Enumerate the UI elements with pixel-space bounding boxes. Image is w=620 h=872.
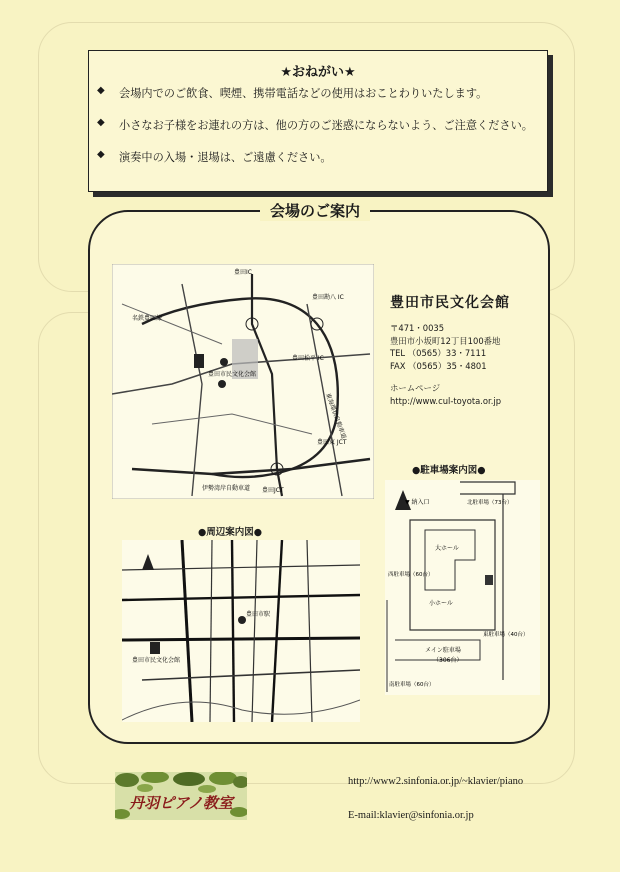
map-label-toyota-higashi: 豊田東 JCT [317, 439, 347, 446]
notice-box [88, 50, 548, 192]
map-label-kanpachi: 豊田勘八 IC [312, 294, 344, 301]
parking-small-hall-label: 小ホール [429, 600, 453, 607]
area-map [122, 540, 360, 722]
parking-main-count: （306台） [433, 657, 463, 664]
notice-text: 演奏中の入場・退場は、ご遠慮ください。 [119, 151, 332, 164]
map-label-matsudaira: 豊田松平 IC [292, 355, 324, 362]
venue-guide-title: 会場のご案内 [260, 200, 370, 221]
parking-entrance-label: ▼ 納入口 [405, 499, 430, 506]
notice-text: 会場内でのご飲食、喫煙、携帯電話などの使用はおことわりいたします。 [119, 87, 488, 100]
map-label-toyota-ic: 豊田IC [234, 269, 252, 276]
diamond-bullet-icon: ◆ [97, 117, 105, 128]
hall-address: 豊田市小坂町12丁目100番地 [390, 335, 501, 346]
notice-title: ★おねがい★ [280, 65, 356, 80]
notice-list [97, 85, 533, 181]
parking-hall-label: 大ホール [435, 545, 459, 552]
notice-item [97, 85, 533, 117]
hall-postal-code: 〒471・0035 [390, 323, 445, 333]
parking-west-label: 西駐車場（60台） [388, 572, 434, 578]
map-label-tokai-kanjo: 東海環状自動車道 [324, 392, 348, 440]
map-label-meitetsu: 名鉄豊田線 [132, 315, 163, 322]
wide-area-map-drawing [112, 264, 374, 499]
piano-school-logo [115, 772, 247, 820]
parking-map [385, 480, 540, 695]
hall-fax: FAX （0565）35・4801 [390, 360, 487, 371]
homepage-label: ホームページ [390, 383, 441, 393]
map-label-hall: 豊田市民文化会館 [208, 371, 257, 378]
wide-area-map [112, 264, 374, 499]
notice-item [97, 117, 533, 149]
notice-text: 小さなお子様をお連れの方は、他の方のご迷惑にならないよう、ご注意ください。 [119, 119, 533, 132]
area-map-caption: ●周辺案内図● [198, 527, 263, 538]
parking-map-caption: ●駐車場案内図● [412, 465, 486, 476]
hall-tel: TEL （0565）33・7111 [390, 348, 487, 358]
website-link[interactable]: http://www2.sinfonia.or.jp/~klavier/piano [348, 776, 524, 787]
hall-contact-info [390, 322, 501, 407]
hall-name: 豊田市民文化会館 [390, 295, 510, 311]
piano-school-name: 丹羽ピアノ教室 [129, 794, 233, 812]
venue-guide-panel [88, 202, 550, 744]
parking-south-label: 南駐車場（60台） [389, 682, 435, 688]
map-label-toyota-jct: 豊田JCT [262, 487, 284, 494]
parking-east-label: 東駐車場（40台） [483, 632, 529, 638]
area-label-station: 豊田市駅 [246, 611, 271, 618]
area-map-drawing [122, 540, 360, 722]
notice-item [97, 149, 533, 181]
homepage-url[interactable]: http://www.cul-toyota.or.jp [390, 395, 502, 406]
parking-map-drawing [385, 480, 540, 695]
diamond-bullet-icon: ◆ [97, 85, 105, 96]
email-link[interactable]: E-mail:klavier@sinfonia.or.jp [348, 810, 474, 821]
parking-main-label: メイン駐車場 [425, 647, 461, 654]
diamond-bullet-icon: ◆ [97, 149, 105, 160]
parking-north-label: 北駐車場（73台） [467, 500, 513, 506]
map-label-isewan: 伊勢湾岸自動車道 [202, 485, 251, 492]
area-label-hall: 豊田市民文化会館 [132, 657, 181, 664]
